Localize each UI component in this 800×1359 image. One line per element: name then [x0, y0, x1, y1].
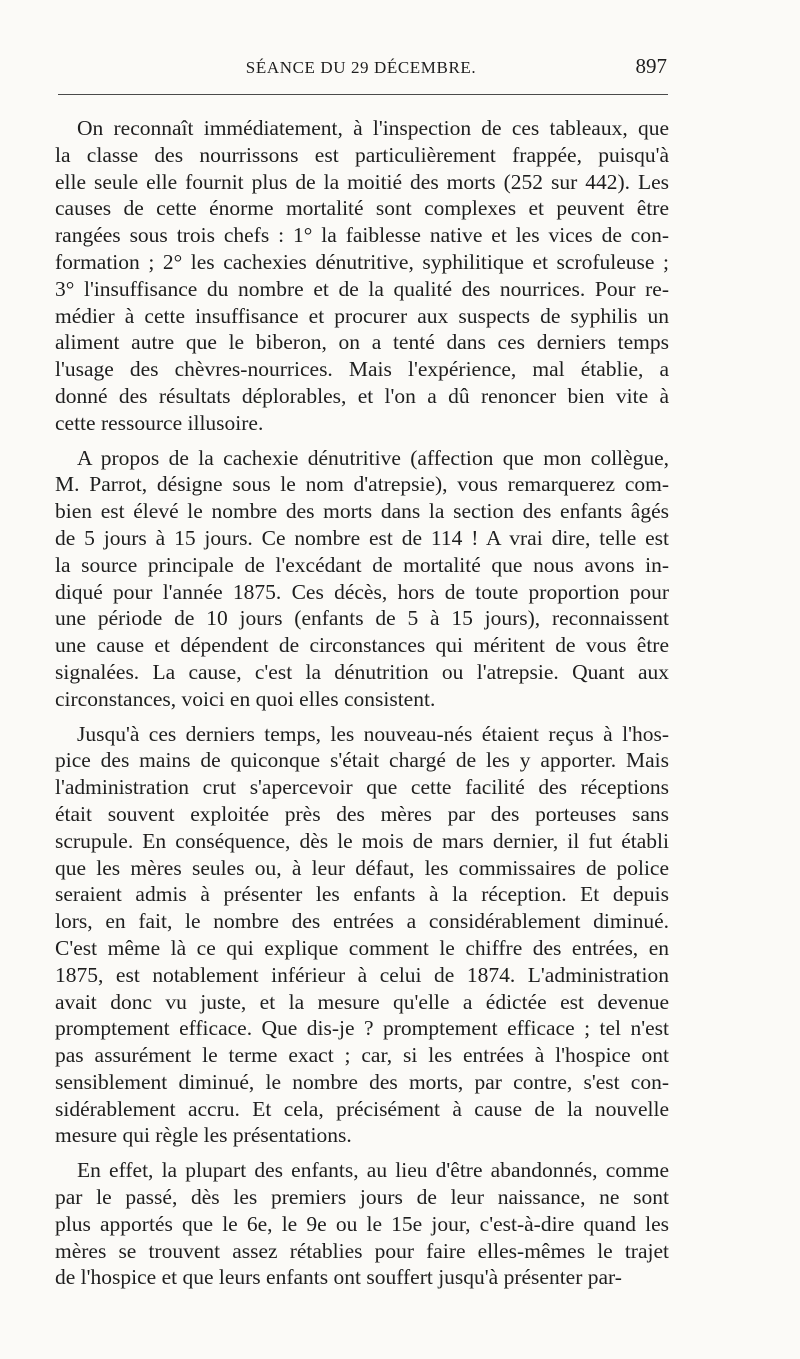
text-line: par le passé, dès les premiers jours de leur naissance, ne sont: [55, 1185, 669, 1210]
text-line: était souvent exploitée près des mères par des porteuses sans: [55, 801, 669, 826]
text-line: elle seule elle fournit plus de la moitié des morts (252 sur 442). Les: [55, 169, 669, 194]
text-line: seraient admis à présenter les enfants à la réception. Et depuis: [55, 882, 669, 907]
text-line: M. Parrot, désigne sous le nom d'atrepsie), vous remarquerez com-: [55, 472, 669, 497]
text-line: une période de 10 jours (enfants de 5 à 15 jours), reconnaissent: [55, 606, 669, 631]
text-line: promptement efficace. Que dis-je ? promptement efficace ; tel n'est: [55, 1016, 669, 1041]
text-line: cette ressource illusoire.: [55, 410, 264, 435]
text-line: causes de cette énorme mortalité sont complexes et peuvent être: [55, 196, 669, 221]
page-header: [55, 54, 667, 88]
text-line: rangées sous trois chefs : 1° la faiblesse native et les vices de con-: [55, 223, 669, 248]
text-line: Jusqu'à ces derniers temps, les nouveau-nés étaient reçus à l'hos-: [77, 721, 669, 746]
text-line: signalées. La cause, c'est la dénutrition ou l'atrepsie. Quant aux: [55, 659, 669, 684]
text-line: circonstances, voici en quoi elles consistent.: [55, 686, 436, 711]
header-rule: [58, 94, 668, 95]
text-line: On reconnaît immédiatement, à l'inspection de ces tableaux, que: [77, 116, 669, 140]
text-line: que les mères seules ou, à leur défaut, les commissaires de police: [55, 855, 669, 880]
text-line: 1875, est notablement inférieur à celui de 1874. L'administration: [55, 962, 669, 987]
paragraph: [55, 1157, 669, 1291]
text-line: formation ; 2° les cachexies dénutritive, syphilitique et scrofuleuse ;: [55, 249, 669, 274]
text-line: la classe des nourrissons est particulièrement frappée, puisqu'à: [55, 142, 669, 167]
paragraph: [55, 115, 669, 437]
text-line: sidérablement accru. Et cela, précisément à cause de la nouvelle: [55, 1096, 669, 1121]
text-line: C'est même là ce qui explique comment le chiffre des entrées, en: [55, 935, 669, 960]
text-line: avait donc vu juste, et la mesure qu'elle a édictée est devenue: [55, 989, 669, 1014]
text-line: de l'hospice et que leurs enfants ont souffert jusqu'à présenter par-: [55, 1265, 622, 1290]
text-line: mères se trouvent assez rétablies pour faire elles-mêmes le trajet: [55, 1238, 669, 1263]
text-line: lors, en fait, le nombre des entrées a considérablement diminué.: [55, 909, 669, 934]
text-line: une cause et dépendent de circonstances qui méritent de vous être: [55, 633, 669, 658]
text-line: 3° l'insuffisance du nombre et de la qualité des nourrices. Pour re-: [55, 276, 669, 301]
text-line: bien est élevé le nombre des morts dans la section des enfants âgés: [55, 499, 669, 524]
paragraph: [55, 721, 669, 1150]
text-line: mesure qui règle les présentations.: [55, 1123, 352, 1148]
text-line: diqué pour l'année 1875. Ces décès, hors de toute proportion pour: [55, 579, 669, 604]
text-line: pas assurément le terme exact ; car, si les entrées à l'hospice ont: [55, 1043, 669, 1068]
text-line: donné des résultats déplorables, et l'on a dû renoncer bien vite à: [55, 383, 669, 408]
text-line: plus apportés que le 6e, le 9e ou le 15e jour, c'est-à-dire quand les: [55, 1211, 669, 1236]
text-line: l'administration crut s'apercevoir que cette facilité des réceptions: [55, 775, 669, 800]
text-line: En effet, la plupart des enfants, au lieu d'être abandonnés, comme: [77, 1158, 669, 1183]
text-line: aliment autre que le biberon, on a tenté dans ces derniers temps: [55, 330, 669, 355]
text-line: scrupule. En conséquence, dès le mois de mars dernier, il fut établi: [55, 828, 669, 853]
text-line: la source principale de l'excédant de mortalité que nous avons in-: [55, 552, 669, 577]
page-number: 897: [635, 54, 667, 78]
text-line: A propos de la cachexie dénutritive (affection que mon collègue,: [77, 445, 669, 470]
body-text: [55, 115, 669, 1299]
text-line: médier à cette insuffisance et procurer aux suspects de syphilis un: [55, 303, 669, 328]
text-line: de 5 jours à 15 jours. Ce nombre est de 114 ! A vrai dire, telle est: [55, 525, 669, 550]
running-title: SÉANCE DU 29 DÉCEMBRE.: [245, 58, 477, 77]
paragraph: [55, 445, 669, 713]
text-line: pice des mains de quiconque s'était chargé de les y apporter. Mais: [55, 748, 669, 773]
text-line: l'usage des chèvres-nourrices. Mais l'expérience, mal établie, a: [55, 357, 669, 382]
text-line: sensiblement diminué, le nombre des morts, par contre, s'est con-: [55, 1069, 669, 1094]
